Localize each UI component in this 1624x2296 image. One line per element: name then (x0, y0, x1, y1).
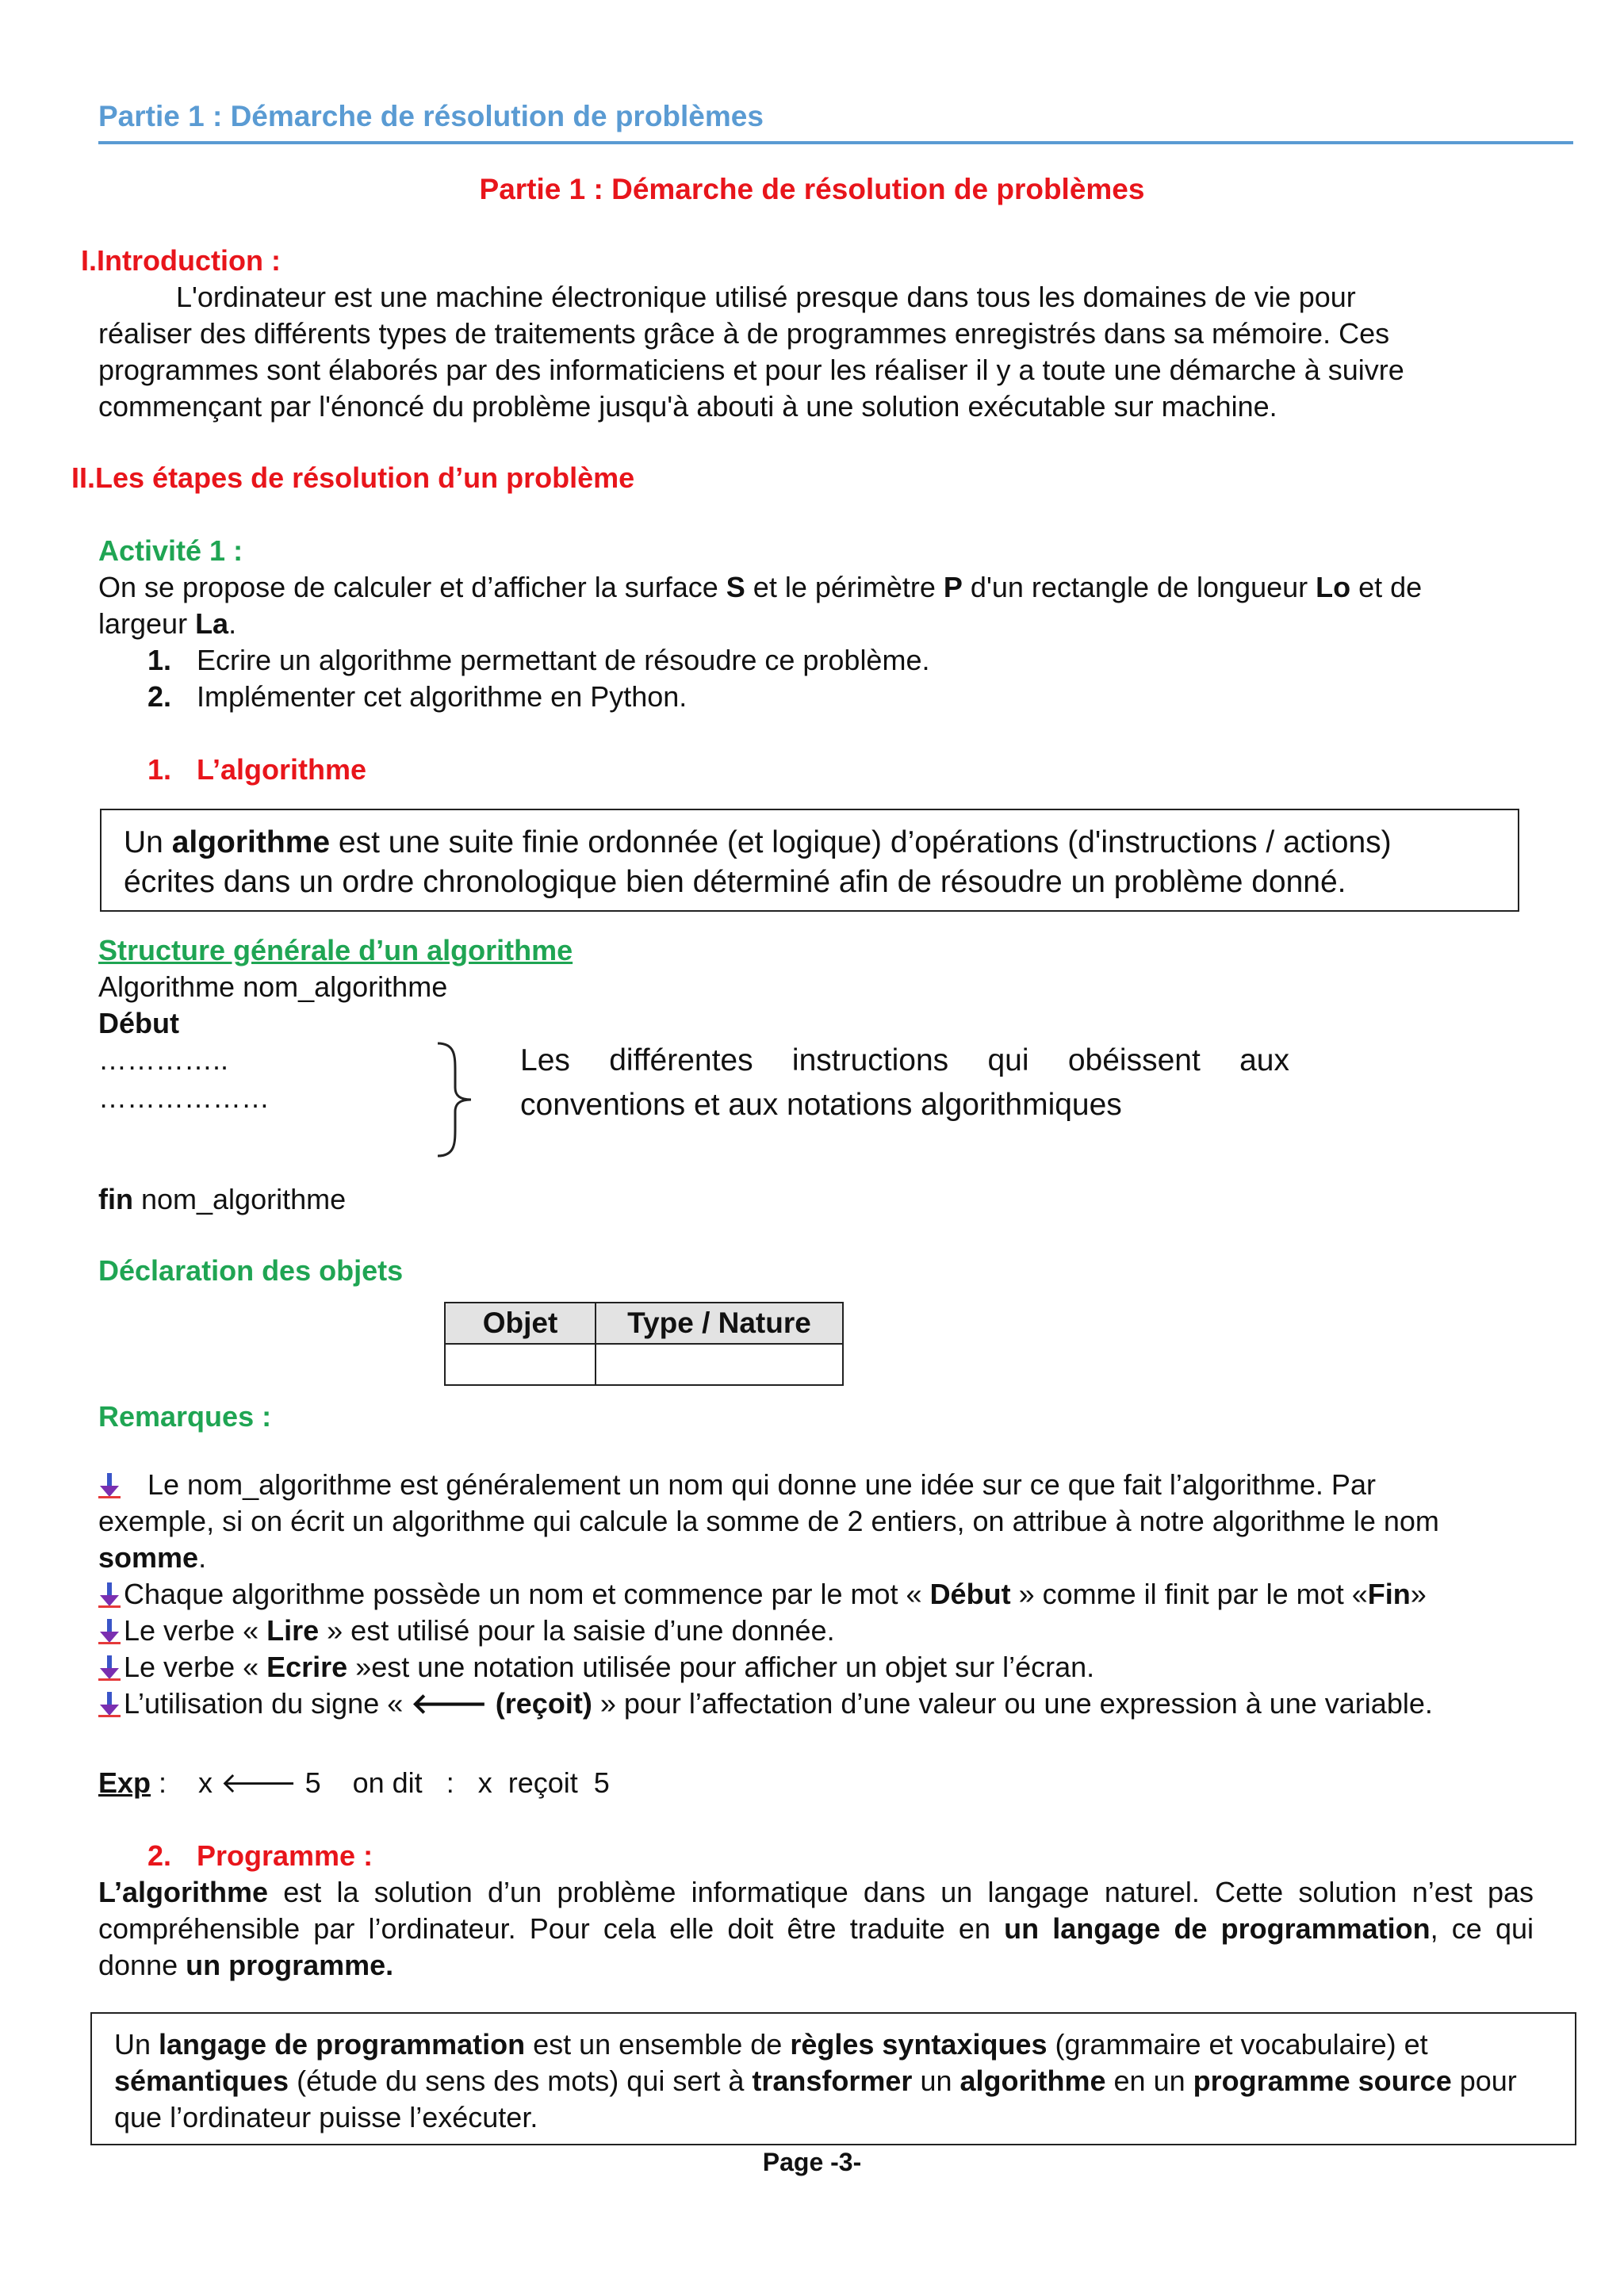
declaration-col-type: Type / Nature (596, 1303, 843, 1344)
programme-line-2: compréhensible par l’ordinateur. Pour cela elle doit être traduite en un langage de programmation, ce qui (98, 1912, 1534, 1945)
language-definition-line-3: que l’ordinateur puisse l’exécuter. (114, 2101, 538, 2133)
structure-brace-text-line-1: Les différentes instructions qui obéissent aux (520, 1043, 1289, 1077)
language-definition-line-1: Un langage de programmation est un ensemble de règles syntaxiques (grammaire et vocabulaire) et (114, 2028, 1428, 2061)
structure-line-1: Algorithme nom_algorithme (98, 970, 448, 1003)
arrow-bullet-icon (98, 1690, 121, 1717)
arrow-bullet-icon (98, 1617, 121, 1644)
algo-definition-box (100, 809, 1519, 912)
section2-heading: II.Les étapes de résolution d’un problème (71, 461, 635, 494)
structure-debut: Début (98, 1007, 179, 1039)
arrow-bullet-icon (98, 1581, 121, 1608)
activity-text-line-1: On se propose de calculer et d’afficher la surface S et le périmètre P d'un rectangle de longueur Lo et de (98, 571, 1423, 603)
algo-heading: 1. L’algorithme (147, 753, 367, 786)
remark-3: Le verbe « Lire » est utilisé pour la saisie d’une donnée. (124, 1614, 835, 1647)
remark-1-line-3: somme. (98, 1541, 207, 1574)
language-definition-box (90, 2012, 1576, 2145)
intro-line-3: programmes sont élaborés par des informaticiens et pour les réaliser il y a toute une démarche à suivre (98, 354, 1404, 386)
programme-line-1: L’algorithme est la solution d’un problème informatique dans un langage naturel. Cette solution n’est pas (98, 1876, 1534, 1908)
header-rule (98, 141, 1573, 144)
activity-step-2: 2. Implémenter cet algorithme en Python. (147, 680, 688, 713)
page-number: Page -3- (762, 2148, 862, 2176)
remark-1-line-2: exemple, si on écrit un algorithme qui calcule la somme de 2 entiers, on attribue à notre algorithme le nom (98, 1505, 1439, 1537)
example-line: Exp : x 🡐 5 on dit : x reçoit 5 (98, 1766, 610, 1799)
intro-line-1: L'ordinateur est une machine électronique utilisé presque dans tous les domaines de vie pour (176, 281, 1356, 313)
programme-line-3: donne un programme. (98, 1949, 394, 1981)
activity-step-1: 1. Ecrire un algorithme permettant de résoudre ce problème. (147, 644, 930, 676)
remark-5: L’utilisation du signe « 🡐 (reçoit) » pour l’affectation d’une valeur ou une expression à une variable. (124, 1687, 1433, 1720)
declaration-empty-row (445, 1344, 843, 1385)
arrow-bullet-icon (98, 1654, 121, 1681)
declaration-cell-objet (445, 1344, 596, 1385)
intro-heading: I.Introduction : (81, 244, 281, 277)
arrow-bullet-icon (98, 1471, 121, 1498)
intro-line-4: commençant par l'énoncé du problème jusqu'à abouti à une solution exécutable sur machine. (98, 390, 1277, 423)
remark-1-line-1: Le nom_algorithme est généralement un nom qui donne une idée sur ce que fait l’algorithme. Par (147, 1468, 1376, 1501)
structure-dots-1: ………….. (98, 1043, 229, 1076)
algo-definition-line-2: écrites dans un ordre chronologique bien déterminé afin de résoudre un problème donné. (124, 865, 1346, 899)
page-title: Partie 1 : Démarche de résolution de problèmes (479, 173, 1145, 205)
declaration-table (444, 1302, 844, 1386)
declaration-cell-type (596, 1344, 843, 1385)
activity-text-line-2: largeur La. (98, 607, 237, 640)
language-definition-line-2: sémantiques (étude du sens des mots) qui sert à transformer un algorithme en un programme source pour (114, 2064, 1517, 2097)
structure-brace-text-line-2: conventions et aux notations algorithmiques (520, 1088, 1122, 1122)
remark-4: Le verbe « Ecrire »est une notation utilisée pour afficher un objet sur l’écran. (124, 1651, 1095, 1683)
intro-line-2: réaliser des différents types de traitements grâce à de programmes enregistrés dans sa mémoire. Ces (98, 317, 1390, 350)
remarks-heading: Remarques : (98, 1400, 272, 1433)
running-header: Partie 1 : Démarche de résolution de problèmes (98, 100, 764, 132)
structure-dots-2: ……………… (98, 1081, 270, 1114)
declaration-heading: Déclaration des objets (98, 1254, 404, 1287)
algo-definition-line-1: Un algorithme est une suite finie ordonnée (et logique) d’opérations (d'instructions / actions) (124, 825, 1392, 859)
structure-heading: Structure générale d’un algorithme (98, 934, 573, 966)
right-brace-icon (431, 1040, 476, 1159)
structure-fin: fin nom_algorithme (98, 1183, 347, 1215)
remark-2: Chaque algorithme possède un nom et commence par le mot « Début » comme il finit par le mot «Fin» (124, 1578, 1427, 1610)
programme-heading: 2. Programme : (147, 1839, 373, 1872)
activity-heading: Activité 1 : (98, 534, 243, 567)
declaration-col-objet: Objet (445, 1303, 596, 1344)
